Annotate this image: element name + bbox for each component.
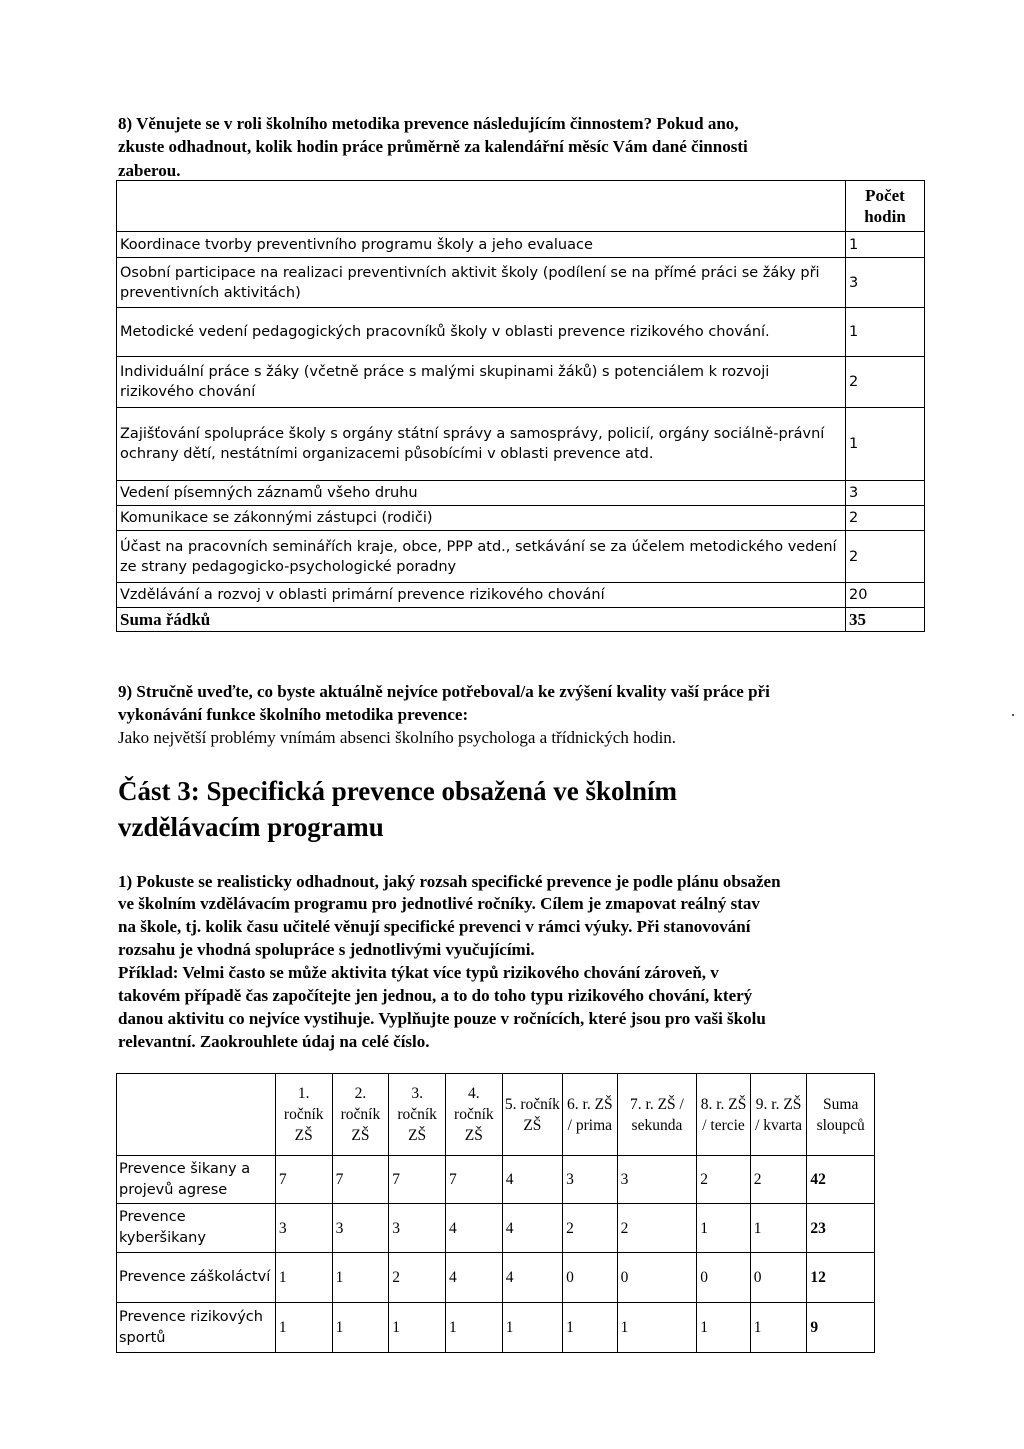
table-row (117, 1303, 875, 1353)
activity-cell: Účast na pracovních seminářích kraje, obce, PPP atd., setkávání se za účelem metodického vedení ze strany pedagogicko-psychologické poradny (117, 531, 846, 583)
header-blank-cell (117, 1074, 276, 1156)
value-cell: 2 (389, 1253, 446, 1303)
sum-cell: 42 (807, 1156, 875, 1204)
q8-line3: zaberou. (118, 161, 181, 180)
q1-line4: rozsahu je vhodná spolupráce s jednotlivými vyučujícími. (118, 940, 535, 959)
row-label: Prevence kyberšikany (117, 1204, 276, 1253)
value-cell: 0 (750, 1253, 807, 1303)
activities-hours-table (116, 180, 925, 632)
header-blank-cell (117, 181, 846, 232)
q1-line8: relevantní. Zaokrouhlete údaj na celé číslo. (118, 1032, 430, 1051)
value-cell: 7 (275, 1156, 332, 1204)
table-row (117, 531, 925, 583)
header-grade-2: 2. ročník ZŠ (332, 1074, 389, 1156)
sum-cell: 9 (807, 1303, 875, 1353)
q9-answer: Jako největší problémy vnímám absenci školního psychologa a třídnických hodin. (118, 728, 677, 747)
value-cell: 1 (332, 1303, 389, 1353)
value-cell: 1 (445, 1303, 502, 1353)
table-row (117, 506, 925, 531)
value-cell: 1 (332, 1253, 389, 1303)
value-cell: 1 (389, 1303, 446, 1353)
value-cell: 0 (563, 1253, 618, 1303)
row-label: Prevence rizikových sportů (117, 1303, 276, 1353)
value-cell: 2 (563, 1204, 618, 1253)
value-cell: 4 (445, 1204, 502, 1253)
value-cell: 3 (389, 1204, 446, 1253)
grade-prevention-table (116, 1073, 875, 1353)
value-cell: 1 (750, 1204, 807, 1253)
table-row (117, 258, 925, 308)
value-cell: 1 (750, 1303, 807, 1353)
table-row (117, 1253, 875, 1303)
q1-line3: na škole, tj. kolik času učitelé věnují specifické prevenci v rámci výuky. Při stanovování (118, 917, 751, 936)
hours-cell: 3 (846, 258, 925, 308)
table-row (117, 1204, 875, 1253)
value-cell: 7 (332, 1156, 389, 1204)
value-cell: 1 (275, 1303, 332, 1353)
part3-heading-line1: Část 3: Specifická prevence obsažená ve školním (118, 776, 677, 806)
activity-cell: Koordinace tvorby preventivního programu školy a jeho evaluace (117, 232, 846, 258)
q9-line2: vykonávání funkce školního metodika prevence: (118, 705, 469, 724)
value-cell: 4 (445, 1253, 502, 1303)
hours-cell: 2 (846, 506, 925, 531)
stray-mark (1012, 714, 1014, 716)
table-row (117, 357, 925, 408)
activity-cell: Vzdělávání a rozvoj v oblasti primární prevence rizikového chování (117, 583, 846, 608)
sum-row (117, 608, 925, 632)
hours-cell: 2 (846, 531, 925, 583)
header-column-sum: Suma sloupců (807, 1074, 875, 1156)
value-cell: 4 (502, 1253, 562, 1303)
hours-cell: 3 (846, 481, 925, 506)
q1-line5: Příklad: Velmi často se může aktivita týkat více typů rizikového chování zároveň, v (118, 963, 719, 982)
part3-heading-line2: vzdělávacím programu (118, 812, 384, 842)
table-row (117, 308, 925, 357)
q9-line1: 9) Stručně uveďte, co byste aktuálně nejvíce potřeboval/a ke zvýšení kvality vaší práce při (118, 682, 770, 701)
activity-cell: Metodické vedení pedagogických pracovníků školy v oblasti prevence rizikového chování. (117, 308, 846, 357)
part3-heading (118, 773, 898, 845)
value-cell: 3 (617, 1156, 697, 1204)
q1-line1: 1) Pokuste se realisticky odhadnout, jaký rozsah specifické prevence je podle plánu obsažen (118, 872, 781, 891)
value-cell: 7 (389, 1156, 446, 1204)
value-cell: 0 (697, 1253, 751, 1303)
table-row (117, 481, 925, 506)
header-grade-1: 1. ročník ZŠ (275, 1074, 332, 1156)
table-header-row (117, 1074, 875, 1156)
value-cell: 1 (275, 1253, 332, 1303)
header-grade-7: 7. r. ZŠ / sekunda (617, 1074, 697, 1156)
value-cell: 1 (617, 1303, 697, 1353)
value-cell: 1 (502, 1303, 562, 1353)
value-cell: 3 (332, 1204, 389, 1253)
table-row (117, 408, 925, 481)
value-cell: 1 (697, 1303, 751, 1353)
hours-cell: 20 (846, 583, 925, 608)
q8-line2: zkuste odhadnout, kolik hodin práce průměrně za kalendářní měsíc Vám dané činnosti (118, 137, 748, 156)
hours-cell: 1 (846, 408, 925, 481)
q1-line2: ve školním vzdělávacím programu pro jednotlivé ročníky. Cílem je zmapovat reálný stav (118, 894, 760, 913)
table-header-row (117, 181, 925, 232)
activity-cell: Vedení písemných záznamů všeho druhu (117, 481, 846, 506)
value-cell: 1 (697, 1204, 751, 1253)
q8-line1: 8) Věnujete se v roli školního metodika prevence následujícím činnostem? Pokud ano, (118, 114, 739, 133)
header-grade-4: 4. ročník ZŠ (445, 1074, 502, 1156)
value-cell: 4 (502, 1204, 562, 1253)
table-row (117, 1156, 875, 1204)
value-cell: 2 (750, 1156, 807, 1204)
row-label: Prevence šikany a projevů agrese (117, 1156, 276, 1204)
table-row (117, 583, 925, 608)
value-cell: 4 (502, 1156, 562, 1204)
row-label: Prevence záškoláctví (117, 1253, 276, 1303)
sum-cell: 23 (807, 1204, 875, 1253)
activity-cell: Individuální práce s žáky (včetně práce s malými skupinami žáků) s potenciálem k rozvoji rizikového chování (117, 357, 846, 408)
header-grade-9: 9. r. ZŠ / kvarta (750, 1074, 807, 1156)
activity-cell: Komunikace se zákonnými zástupci (rodiči) (117, 506, 846, 531)
hours-cell: 1 (846, 308, 925, 357)
sum-cell: 12 (807, 1253, 875, 1303)
hours-cell: 2 (846, 357, 925, 408)
activity-cell: Osobní participace na realizaci preventivních aktivit školy (podílení se na přímé práci se žáky při preventivních aktivitách) (117, 258, 846, 308)
header-grade-6: 6. r. ZŠ / prima (563, 1074, 618, 1156)
sum-label: Suma řádků (117, 608, 846, 632)
hours-cell: 1 (846, 232, 925, 258)
value-cell: 1 (563, 1303, 618, 1353)
header-grade-8: 8. r. ZŠ / tercie (697, 1074, 751, 1156)
header-grade-5: 5. ročník ZŠ (502, 1074, 562, 1156)
activity-cell: Zajišťování spolupráce školy s orgány státní správy a samosprávy, policií, orgány sociálně-právní ochrany dětí, nestátními organizacemi působícími v oblasti prevence atd. (117, 408, 846, 481)
table-row (117, 232, 925, 258)
header-hours: Počet hodin (846, 181, 925, 232)
value-cell: 0 (617, 1253, 697, 1303)
value-cell: 2 (697, 1156, 751, 1204)
value-cell: 2 (617, 1204, 697, 1253)
value-cell: 3 (563, 1156, 618, 1204)
header-grade-3: 3. ročník ZŠ (389, 1074, 446, 1156)
q1-line7: danou aktivitu co nejvíce vystihuje. Vyplňujte pouze v ročnících, které jsou pro vaši školu (118, 1009, 766, 1028)
q1-line6: takovém případě čas započítejte jen jednou, a to do toho typu rizikového chování, který (118, 986, 753, 1005)
sum-value: 35 (846, 608, 925, 632)
value-cell: 3 (275, 1204, 332, 1253)
value-cell: 7 (445, 1156, 502, 1204)
